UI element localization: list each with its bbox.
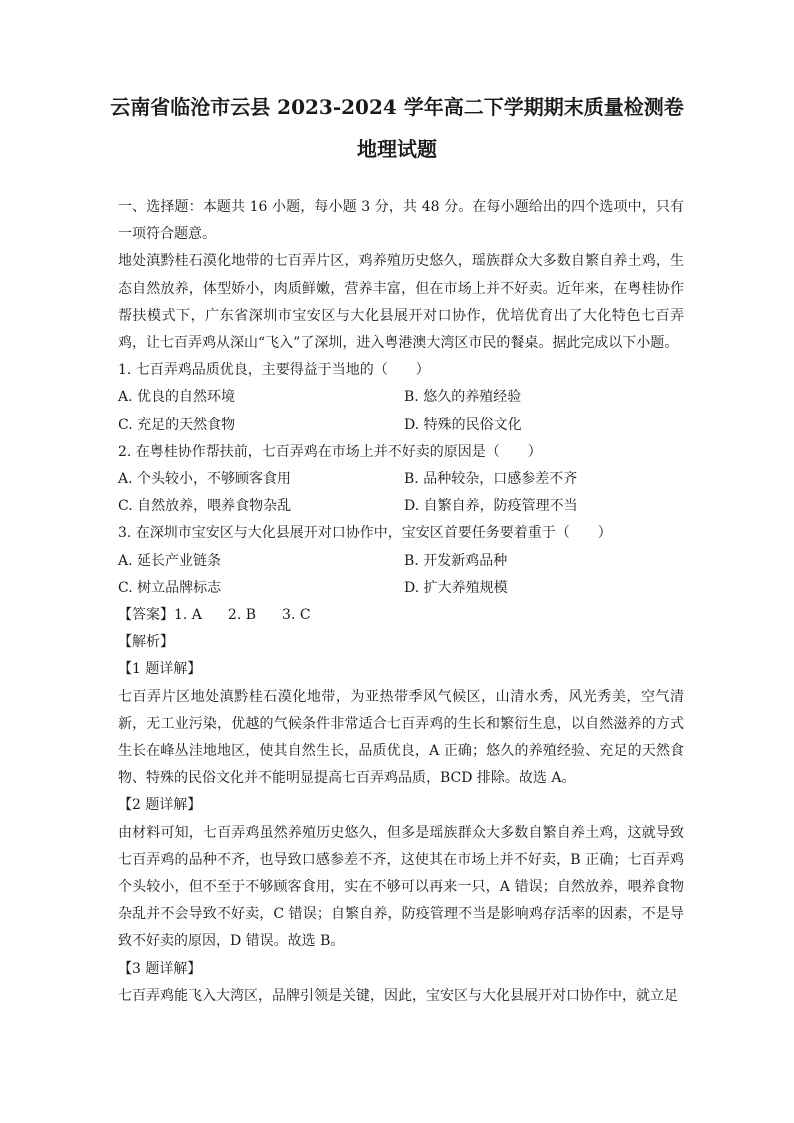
section-intro: 一、选择题：本题共 16 小题，每小题 3 分，共 48 分。在每小题给出的四个选项中，只有一项符合题意。: [118, 199, 684, 243]
option-row: [118, 548, 684, 575]
question-2: [118, 439, 684, 521]
option-d: D. 特殊的民俗文化: [404, 416, 522, 433]
option-a: A. 优良的自然环境: [118, 389, 236, 406]
option-a: A. 个头较小，不够顾客食用: [118, 471, 292, 488]
option-row: [118, 412, 684, 439]
option-d: D. 扩大养殖规模: [404, 579, 508, 596]
question-stem: 3. 在深圳市宝安区与大化县展开对口协作中，宝安区首要任务要着重于（ ）: [118, 525, 612, 542]
answer-item: 3. C: [282, 607, 311, 624]
detail-label: 【2 题详解】: [118, 797, 202, 814]
option-b: B. 品种较杂，口感参差不齐: [404, 471, 578, 488]
option-d: D. 自繁自养，防疫管理不当: [404, 498, 578, 515]
option-a: A. 延长产业链条: [118, 552, 222, 569]
option-row: [118, 493, 684, 520]
detail-text: 由材料可知，七百弄鸡虽然养殖历史悠久，但多是瑶族群众大多数自繁自养土鸡，这就导致七百弄鸡的品种不齐，也导致口感参差不齐，这使其在市场上并不好卖，B 正确；七百弄鸡个头较小，但不至于不够顾客食用，实在不够可以再来一只，A 错误；自然放养，喂养食物杂乱并不会导致不好卖，C 错误；自繁自养，防疫管理不当是影响鸡存活率的因素，不是导致不好卖的原因，D 错误。故选 B。: [118, 824, 684, 950]
material-paragraph: 地处滇黔桂石漠化地带的七百弄片区，鸡养殖历史悠久，瑶族群众大多数自繁自养土鸡，生态自然放养，体型娇小，肉质鲜嫩，营养丰富，但在市场上并不好卖。近年来，在粤桂协作帮扶模式下，广东省深圳市宝安区与大化县展开对口协作，优培优育出了大化特色七百弄鸡，让七百弄鸡从深山“飞入”了深圳，进入粤港澳大湾区市民的餐桌。据此完成以下小题。: [118, 253, 684, 352]
question-3: [118, 520, 684, 602]
option-c: C. 自然放养，喂养食物杂乱: [118, 498, 292, 515]
question-stem: 1. 七百弄鸡品质优良，主要得益于当地的（ ）: [118, 362, 430, 379]
document-body: [118, 194, 684, 1010]
detail-text: 七百弄鸡能飞入大湾区，品牌引领是关键，因此，宝安区与大化县展开对口协作中，就立足: [118, 987, 678, 1004]
option-c: C. 充足的天然食物: [118, 416, 236, 433]
detail-label: 【1 题详解】: [118, 661, 202, 678]
answer-item: 1. A: [174, 607, 202, 624]
option-b: B. 悠久的养殖经验: [404, 389, 522, 406]
option-b: B. 开发新鸡品种: [404, 552, 508, 569]
document-title: 云南省临沧市云县 2023-2024 学年高二下学期期末质量检测卷: [110, 95, 684, 119]
question-stem: 2. 在粤桂协作帮扶前，七百弄鸡在市场上并不好卖的原因是（ ）: [118, 443, 542, 460]
answer-label: 【答案】: [118, 607, 174, 624]
analysis-label: 【解析】: [118, 634, 174, 651]
detail-label: 【3 题详解】: [118, 960, 202, 977]
detail-text: 七百弄片区地处滇黔桂石漠化地带，为亚热带季风气候区，山清水秀，风光秀美，空气清新，无工业污染，优越的气候条件非常适合七百弄鸡的生长和繁衍生息，以自然滋养的方式生长在峰丛洼地地区，使其自然生长，品质优良，A 正确；悠久的养殖经验、充足的天然食物、特殊的民俗文化并不能明显提高七百弄鸡品质，BCD 排除。故选 A。: [118, 688, 684, 787]
answer-item: 2. B: [227, 607, 257, 624]
option-row: [118, 384, 684, 411]
option-c: C. 树立品牌标志: [118, 579, 222, 596]
option-row: [118, 466, 684, 493]
option-row: [118, 575, 684, 602]
question-1: [118, 357, 684, 439]
answer-line: [118, 602, 684, 629]
document-subtitle: 地理试题: [357, 137, 437, 161]
